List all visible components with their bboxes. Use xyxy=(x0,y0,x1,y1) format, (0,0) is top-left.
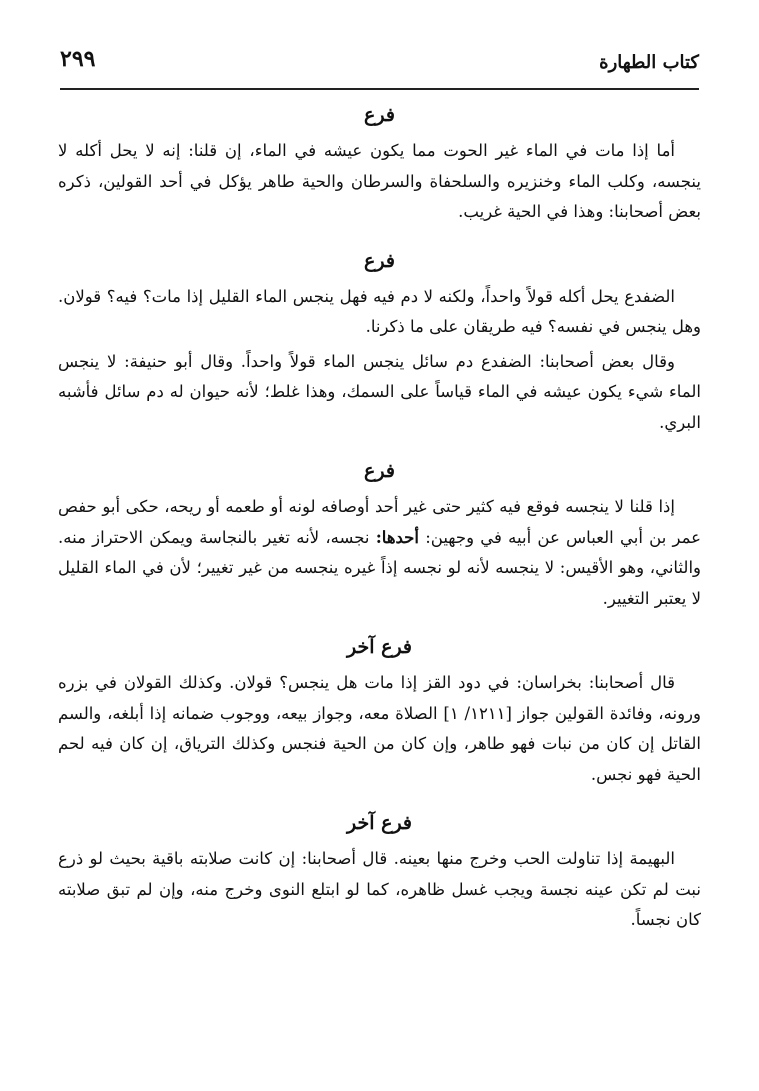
section-2 xyxy=(58,244,701,439)
page-header xyxy=(60,40,699,82)
paragraph: قال أصحابنا: بخراسان: في دود القز إذا مات هل ينجس؟ قولان. وكذلك القولان في بزره ورونه، وفائدة القولين جواز [١٢١١/ ١] الصلاة معه، وجواز بيعه، ووجوب ضمانه إذا أبلغه، والسم القاتل إن كان من نبات فهو طاهر، وإن كان من الحية فنجس وكذلك الترياق، إن كان فيه لحم الحية فهو نجس. xyxy=(58,673,701,784)
section-4 xyxy=(58,630,701,790)
paragraph-text: نجسه، لأنه تغير بالنجاسة ويمكن الاحتراز منه. والثاني، وهو الأقيس: لا ينجسه لأنه لو نجسه إذاً غيره ينجسه من غير تغيير؛ لأن في الماء القليل لا يعتبر التغيير. xyxy=(58,527,701,608)
section-1 xyxy=(58,98,701,228)
section-title: فرع آخر xyxy=(346,812,413,834)
paragraph: الضفدع يحل أكله قولاً واحداً، ولكنه لا دم فيه فهل ينجس الماء القليل إذا مات؟ فيه؟ قولان. وهل ينجس في نفسه؟ فيه طريقان على ما ذكرنا. xyxy=(58,286,701,336)
paragraph-text: إذا قلنا لا ينجسه فوقع فيه كثير حتى غير أحد أوصافه لونه أو طعمه أو ريحه، حكى أبو حفص عمر بن أبي العباس عن أبيه في وجهين: xyxy=(58,497,701,547)
paragraph xyxy=(58,492,701,614)
page-number: ٢٩٩ xyxy=(60,46,96,72)
paragraph: البهيمة إذا تناولت الحب وخرج منها بعينه. قال أصحابنا: إن كانت صلابته باقية بحيث لو ذرع نبت لم تكن عينه نجسة ويجب غسل ظاهره، كما لو ابتلع النوى وخرج منه، وإن لم تبق صلابته كان نجساً. xyxy=(58,849,701,929)
emphasis-term: أحدها: xyxy=(375,527,419,547)
section-5 xyxy=(58,806,701,936)
page-body xyxy=(58,96,701,940)
section-3 xyxy=(58,454,701,614)
header-rule xyxy=(60,88,699,90)
running-title: كتاب الطهارة xyxy=(599,52,699,73)
section-title: فرع xyxy=(364,249,395,272)
section-title: فرع آخر xyxy=(346,636,413,658)
section-title: فرع xyxy=(364,460,395,482)
paragraph: أما إذا مات في الماء غير الحوت مما يكون عيشه في الماء، إن قلنا: إنه لا يحل أكله لا ينجسه، وكلب الماء وخنزيره والسلحفاة والسرطان والحية طاهر يؤكل في أحد القولين، ذكره بعض أصحابنا: وهذا في الحية غريب. xyxy=(58,141,701,221)
paragraph: وقال بعض أصحابنا: الضفدع دم سائل ينجس الماء قولاً واحداً. وقال أبو حنيفة: لا ينجس الماء شيء يكون عيشه في الماء قياساً على السمك، وهذا غلط؛ لأنه حيوان له دم سائل فأشبه البري. xyxy=(58,351,701,432)
section-title: فرع xyxy=(364,104,395,126)
